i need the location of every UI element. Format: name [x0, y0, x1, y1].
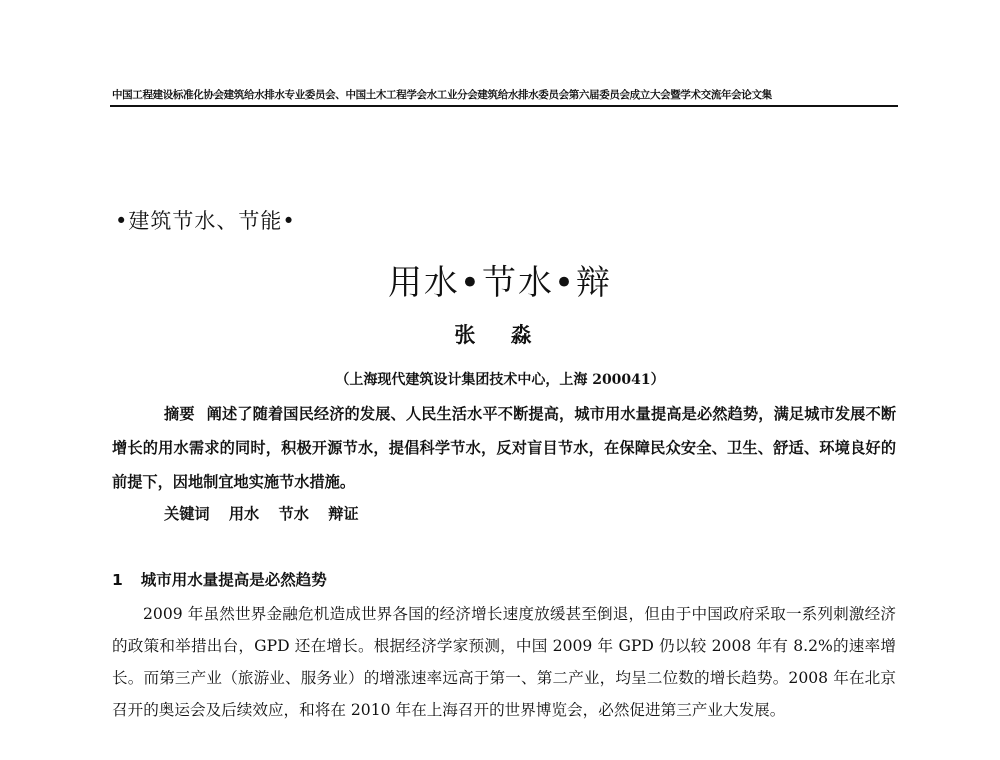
abstract: [112, 397, 896, 499]
section-heading: [112, 568, 327, 592]
keywords: [164, 499, 373, 529]
author-name: 张 淼: [454, 322, 546, 347]
keyword: 节水: [278, 505, 309, 523]
abstract-label: 摘要: [164, 405, 195, 423]
paper-title: 用水•节水•辩: [387, 263, 613, 303]
header-rule: [110, 105, 898, 107]
section-title: 城市用水量提高是必然趋势: [140, 571, 327, 589]
abstract-text: 阐述了随着国民经济的发展、人民生活水平不断提高，城市用水量提高是必然趋势，满足城市发展不断增长的用水需求的同时，积极开源节水，提倡科学节水，反对盲目节水，在保障民众安全、卫生、舒适、环境良好的前提下，因地制宜地实施节水措施。: [112, 405, 897, 491]
running-header: 中国工程建设标准化协会建筑给水排水专业委员会、中国土木工程学会水工业分会建筑给水排水委员会第六届委员会成立大会暨学术交流年会论文集: [112, 89, 772, 101]
keyword: 辩证: [328, 505, 359, 523]
author-affiliation: （上海现代建筑设计集团技术中心，上海 200041）: [335, 372, 665, 388]
keyword: 用水: [228, 505, 260, 523]
body-paragraph: 2009 年虽然世界金融危机造成世界各国的经济增长速度放缓甚至倒退，但由于中国政府采取一系列刺激经济的政策和举措出台，GPD 还在增长。根据经济学家预测，中国 2009 年 GPD 仍以较 2008 年有 8.2%的速率增长。而第三产业（旅游业、服务业）的增涨速率远高于第一、第二产业，均呈二位数的增长趋势。2008 年在北京召开的奥运会及后续效应，和将在 2010 年在上海召开的世界博览会，必然促进第三产业大发展。: [112, 605, 896, 719]
keywords-label: 关键词: [164, 505, 210, 523]
section-tag: •建筑节水、节能•: [115, 209, 296, 233]
section-number: 1: [112, 571, 123, 589]
